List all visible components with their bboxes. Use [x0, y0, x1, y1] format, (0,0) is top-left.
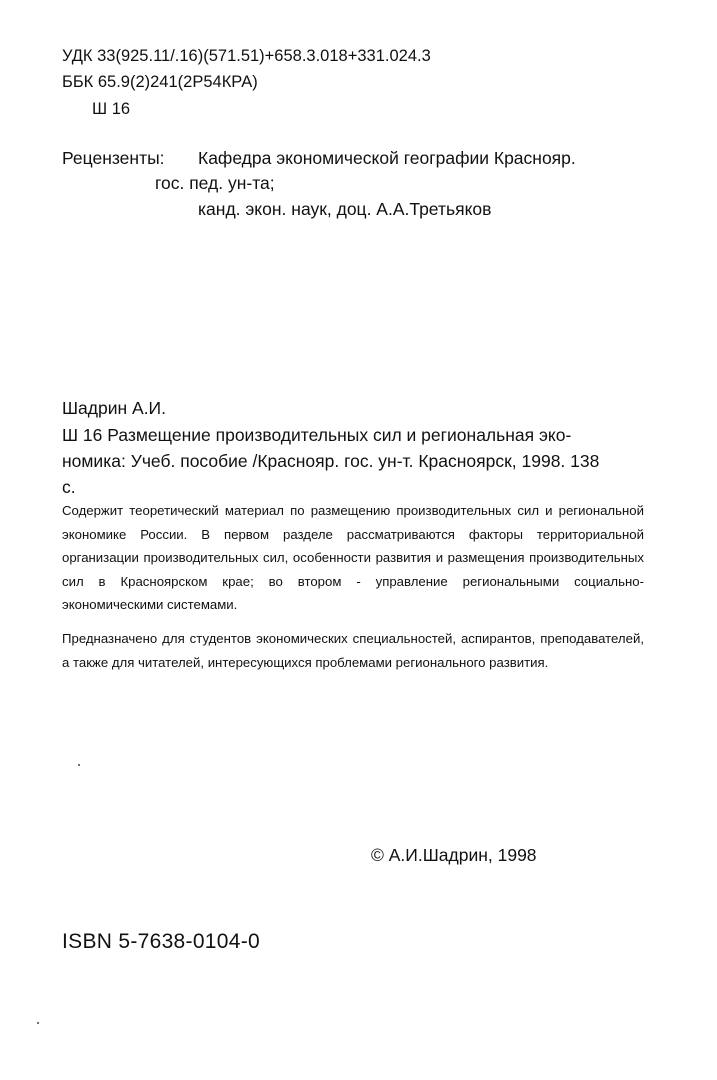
reviewer-line-2: гос. пед. ун-та;: [155, 173, 275, 193]
bibliography-line-1: Ш 16 Размещение производительных сил и региональная эко-: [62, 425, 572, 445]
copyright-line: © А.И.Шадрин, 1998: [371, 845, 537, 865]
bibliography-line-2: номика: Учеб. пособие /Краснояр. гос. ун-т. Красноярск, 1998. 138: [62, 451, 600, 471]
annotation-paragraph-1: Содержит теоретический материал по размещению производительных сил и региональной экономике России. В первом разделе рассматриваются факторы территориальной организации производительных сил, особенности развития и размещения производительных сил в Красноярском крае; во втором - управление региональными социально-экономическими системами.: [62, 503, 644, 613]
bibliography-author: Шадрин А.И.: [62, 398, 166, 418]
reviewer-line-1: Кафедра экономической географии Краснояр.: [198, 148, 576, 168]
reviewers-label: Рецензенты:: [62, 148, 165, 168]
bibliography-line-3: с.: [62, 477, 76, 497]
bbk-line: ББК 65.9(2)241(2Р54КРА): [62, 73, 258, 91]
scan-speck: [78, 764, 80, 766]
isbn-line: ISBN 5-7638-0104-0: [62, 930, 261, 953]
scan-speck: [37, 1022, 39, 1024]
annotation-paragraph-2: Предназначено для студентов экономических специальностей, аспирантов, преподавателей, а также для читателей, интересующихся проблемами регионального развития.: [62, 631, 644, 670]
author-sign: Ш 16: [92, 100, 131, 118]
udk-line: УДК 33(925.11/.16)(571.51)+658.3.018+331.024.3: [62, 47, 431, 65]
reviewer-line-3: канд. экон. наук, доц. А.А.Третьяков: [198, 199, 492, 219]
